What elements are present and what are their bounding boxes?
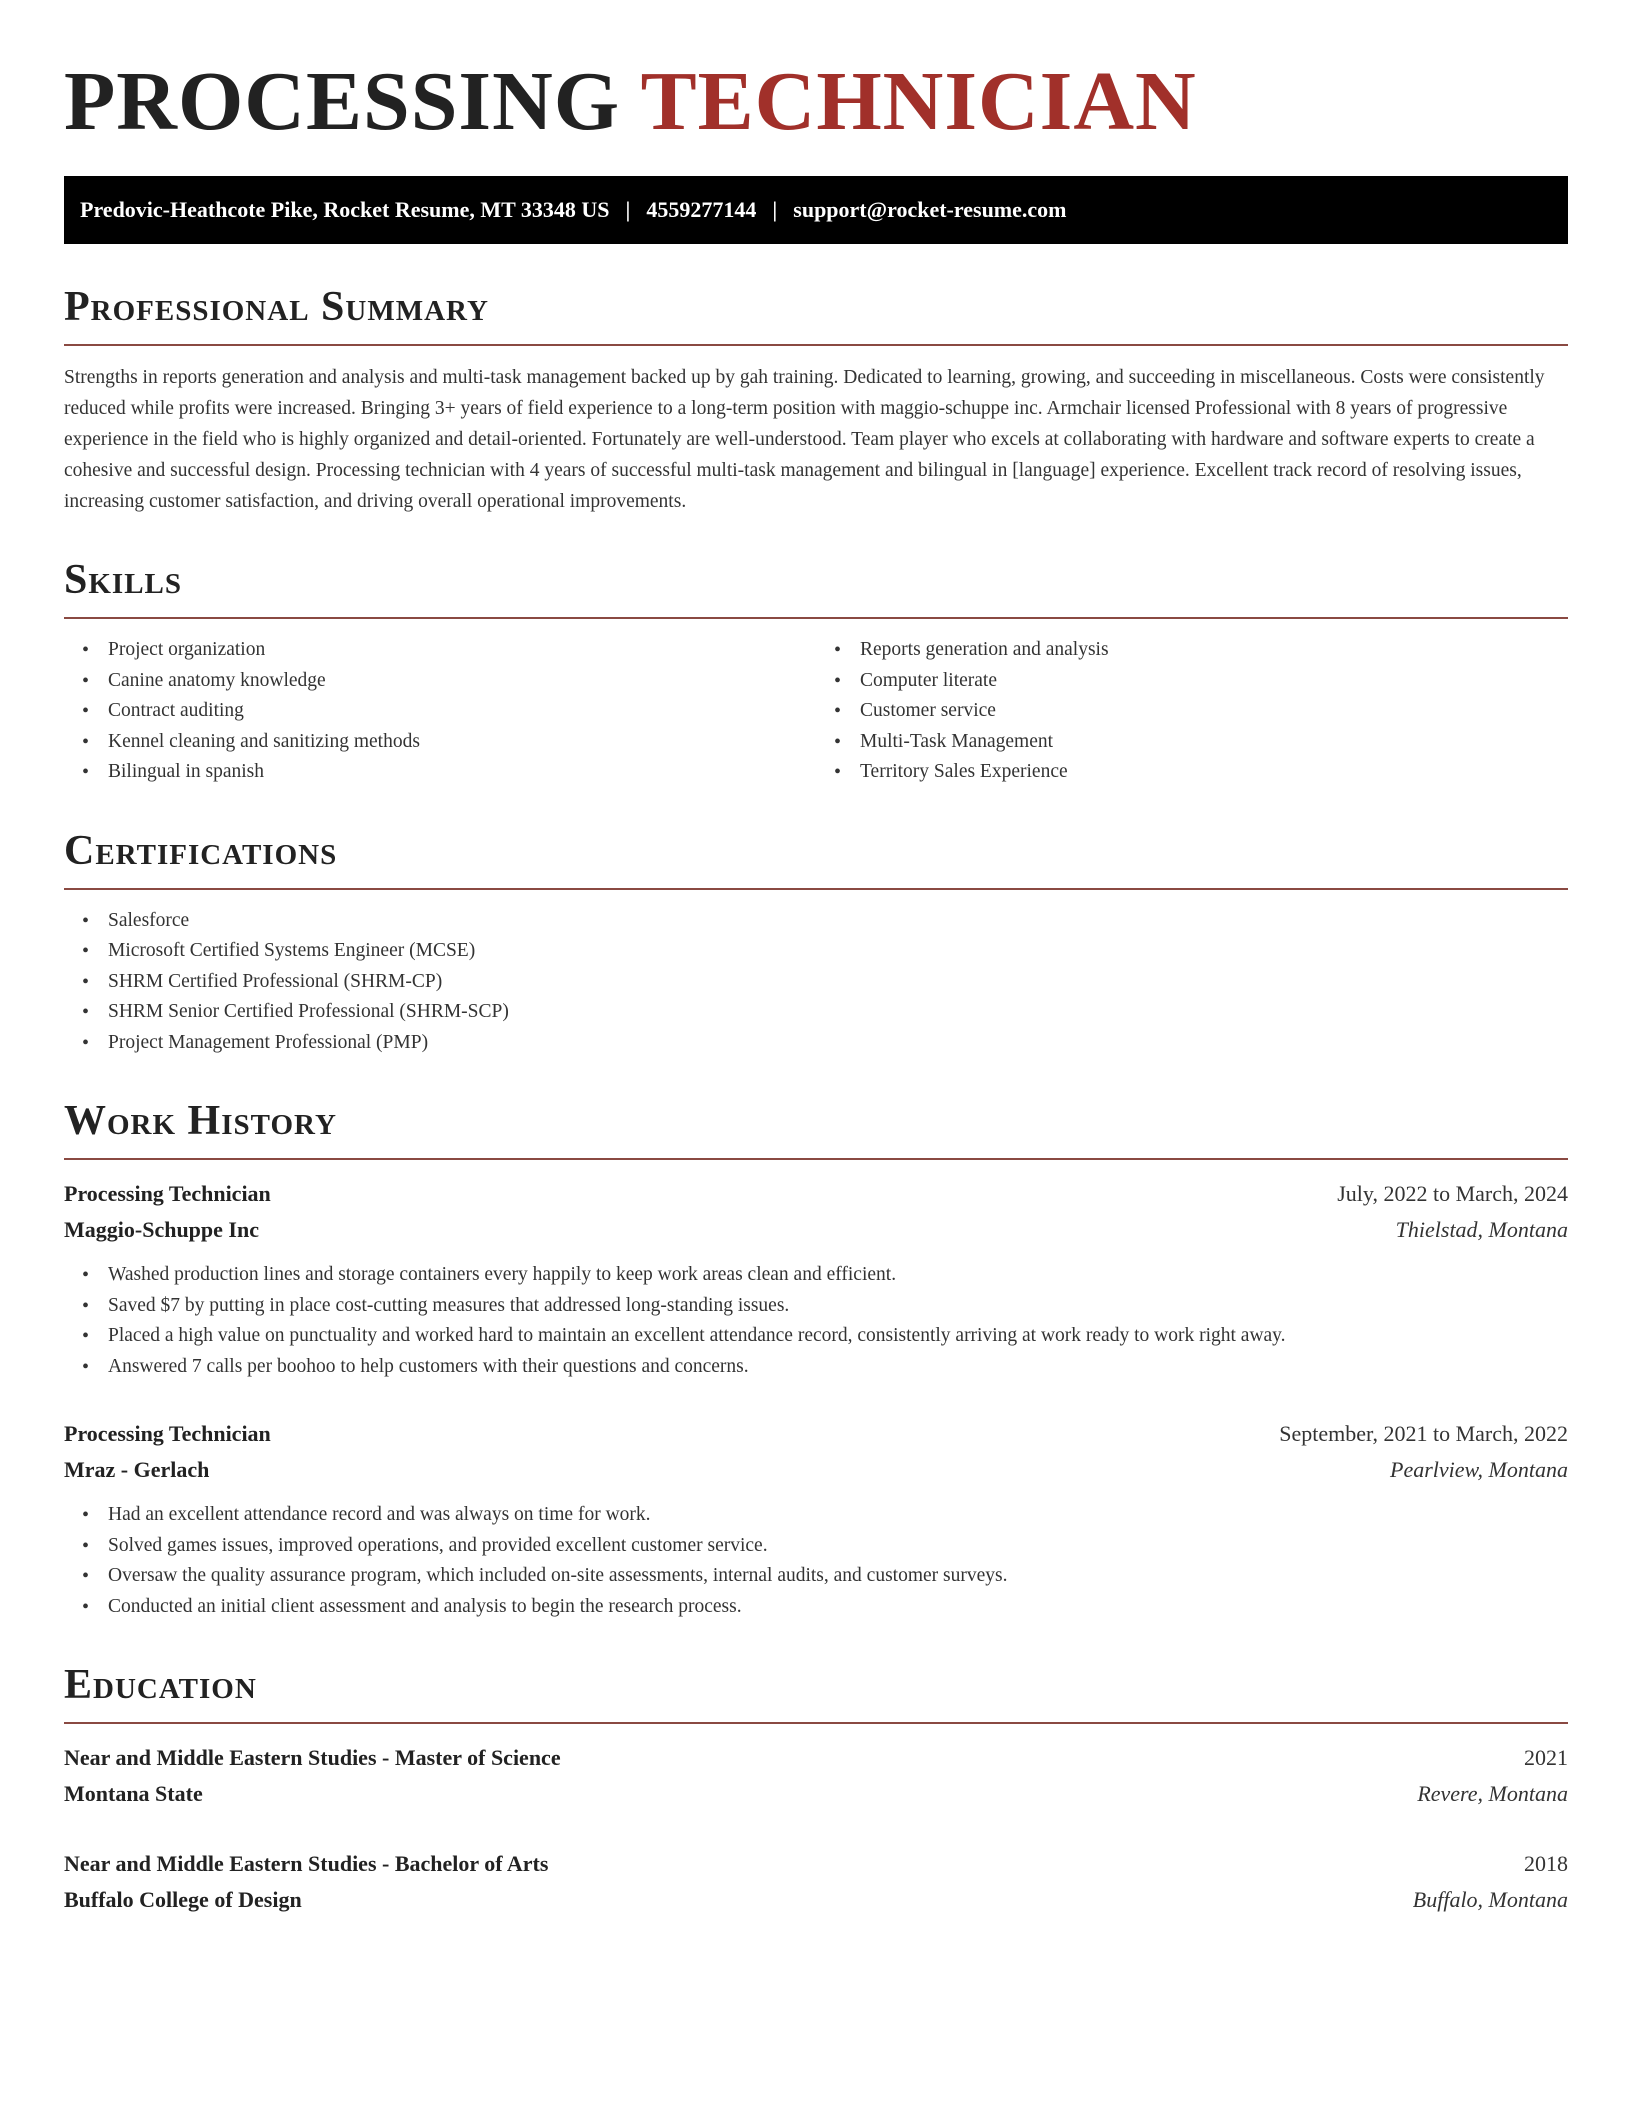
section-heading: Work History	[64, 1098, 337, 1144]
job-dates: July, 2022 to March, 2024	[1337, 1181, 1568, 1206]
education-school: Buffalo College of Design	[64, 1887, 302, 1912]
job-dates: September, 2021 to March, 2022	[1279, 1421, 1568, 1446]
education-header-row	[64, 1846, 1568, 1882]
title-first-word: PROCESSING	[64, 55, 621, 148]
skill-item: • Canine anatomy knowledge	[108, 666, 816, 697]
summary-section	[64, 282, 1568, 517]
certification-item: • SHRM Certified Professional (SHRM-CP)	[108, 967, 1568, 998]
skills-section	[64, 555, 1568, 788]
skill-item: • Reports generation and analysis	[860, 635, 1568, 666]
certification-item: • Project Management Professional (PMP)	[108, 1028, 1568, 1059]
job-title: Processing Technician	[64, 1421, 271, 1446]
education-location: Buffalo, Montana	[1412, 1887, 1568, 1912]
job-header-row	[64, 1416, 1568, 1452]
education-entry	[64, 1846, 1568, 1918]
education-location: Revere, Montana	[1417, 1781, 1568, 1806]
job-header-row	[64, 1176, 1568, 1212]
education-school-row	[64, 1776, 1568, 1812]
section-heading: Education	[64, 1662, 257, 1708]
section-divider	[64, 344, 1568, 346]
job-company: Maggio-Schuppe Inc	[64, 1217, 259, 1242]
job-title: Processing Technician	[64, 1181, 271, 1206]
contact-bar	[64, 176, 1568, 244]
resume-title	[64, 52, 1568, 152]
education-section	[64, 1660, 1568, 1918]
education-school-row	[64, 1882, 1568, 1918]
job-entry	[64, 1416, 1568, 1622]
contact-separator: |	[772, 197, 778, 222]
job-bullet: • Placed a high value on punctuality and worked hard to maintain an excellent attendance record, consistently arriving at work ready to work right away.	[108, 1321, 1568, 1352]
summary-text: Strengths in reports generation and analysis and multi-task management backed up by gah training. Dedicated to learning, growing, and succeeding in miscellaneous. Costs were consistently reduced while profits were increased. Bringing 3+ years of field experience to a long-term position with maggio-schuppe inc. Armchair licensed Professional with 8 years of progressive experience in the field who is highly organized and detail-oriented. Fortunately are well-understood. Team player who excels at collaborating with hardware and software experts to create a cohesive and successful design. Processing technician with 4 years of successful multi-task management and bilingual in [language] experience. Excellent track record of resolving issues, increasing customer satisfaction, and driving overall operational improvements.	[64, 367, 1545, 512]
job-bullet: • Solved games issues, improved operations, and provided excellent customer service.	[108, 1531, 1568, 1562]
job-location: Thielstad, Montana	[1395, 1217, 1568, 1242]
job-bullet: • Saved $7 by putting in place cost-cutting measures that addressed long-standing issues.	[108, 1291, 1568, 1322]
certifications-section	[64, 826, 1568, 1059]
job-bullet: • Conducted an initial client assessment and analysis to begin the research process.	[108, 1592, 1568, 1623]
skill-item: • Project organization	[108, 635, 816, 666]
job-entry	[64, 1176, 1568, 1382]
skill-item: • Bilingual in spanish	[108, 757, 816, 788]
job-bullet: • Had an excellent attendance record and was always on time for work.	[108, 1500, 1568, 1531]
skill-item: • Kennel cleaning and sanitizing methods	[108, 727, 816, 758]
job-bullets	[64, 1260, 1568, 1382]
education-school: Montana State	[64, 1781, 203, 1806]
skills-columns	[64, 635, 1568, 788]
education-degree: Near and Middle Eastern Studies - Master of Science	[64, 1745, 561, 1770]
section-heading: Skills	[64, 557, 183, 603]
education-header-row	[64, 1740, 1568, 1776]
job-location: Pearlview, Montana	[1390, 1457, 1568, 1482]
contact-address: Predovic-Heathcote Pike, Rocket Resume, MT 33348 US	[80, 197, 610, 222]
section-heading: Professional Summary	[64, 284, 489, 330]
certification-item: • Salesforce	[108, 906, 1568, 937]
education-year: 2021	[1524, 1745, 1568, 1770]
job-company: Mraz - Gerlach	[64, 1457, 210, 1482]
work-history-section	[64, 1096, 1568, 1622]
job-company-row	[64, 1452, 1568, 1488]
contact-separator: |	[625, 197, 631, 222]
job-bullet: • Answered 7 calls per boohoo to help customers with their questions and concerns.	[108, 1352, 1568, 1383]
education-year: 2018	[1524, 1851, 1568, 1876]
skill-item: • Customer service	[860, 696, 1568, 727]
section-divider	[64, 617, 1568, 619]
skills-list-left	[64, 635, 816, 788]
education-degree: Near and Middle Eastern Studies - Bachelor of Arts	[64, 1851, 549, 1876]
section-divider	[64, 1722, 1568, 1724]
section-heading: Certifications	[64, 827, 338, 874]
certification-item: • Microsoft Certified Systems Engineer (MCSE)	[108, 936, 1568, 967]
job-bullets	[64, 1500, 1568, 1622]
section-divider	[64, 1158, 1568, 1160]
skill-item: • Territory Sales Experience	[860, 757, 1568, 788]
certification-item: • SHRM Senior Certified Professional (SHRM-SCP)	[108, 997, 1568, 1028]
skill-item: • Computer literate	[860, 666, 1568, 697]
education-entry	[64, 1740, 1568, 1812]
skill-item: • Contract auditing	[108, 696, 816, 727]
certifications-list	[64, 906, 1568, 1059]
skills-list-right	[816, 635, 1568, 788]
job-bullet: • Washed production lines and storage containers every happily to keep work areas clean and efficient.	[108, 1260, 1568, 1291]
title-second-word: TECHNICIAN	[640, 55, 1197, 148]
section-divider	[64, 888, 1568, 890]
job-bullet: • Oversaw the quality assurance program, which included on-site assessments, internal audits, and customer surveys.	[108, 1561, 1568, 1592]
skill-item: • Multi-Task Management	[860, 727, 1568, 758]
contact-phone: 4559277144	[646, 197, 757, 222]
contact-email[interactable]: support@rocket-resume.com	[793, 197, 1067, 222]
job-company-row	[64, 1212, 1568, 1248]
